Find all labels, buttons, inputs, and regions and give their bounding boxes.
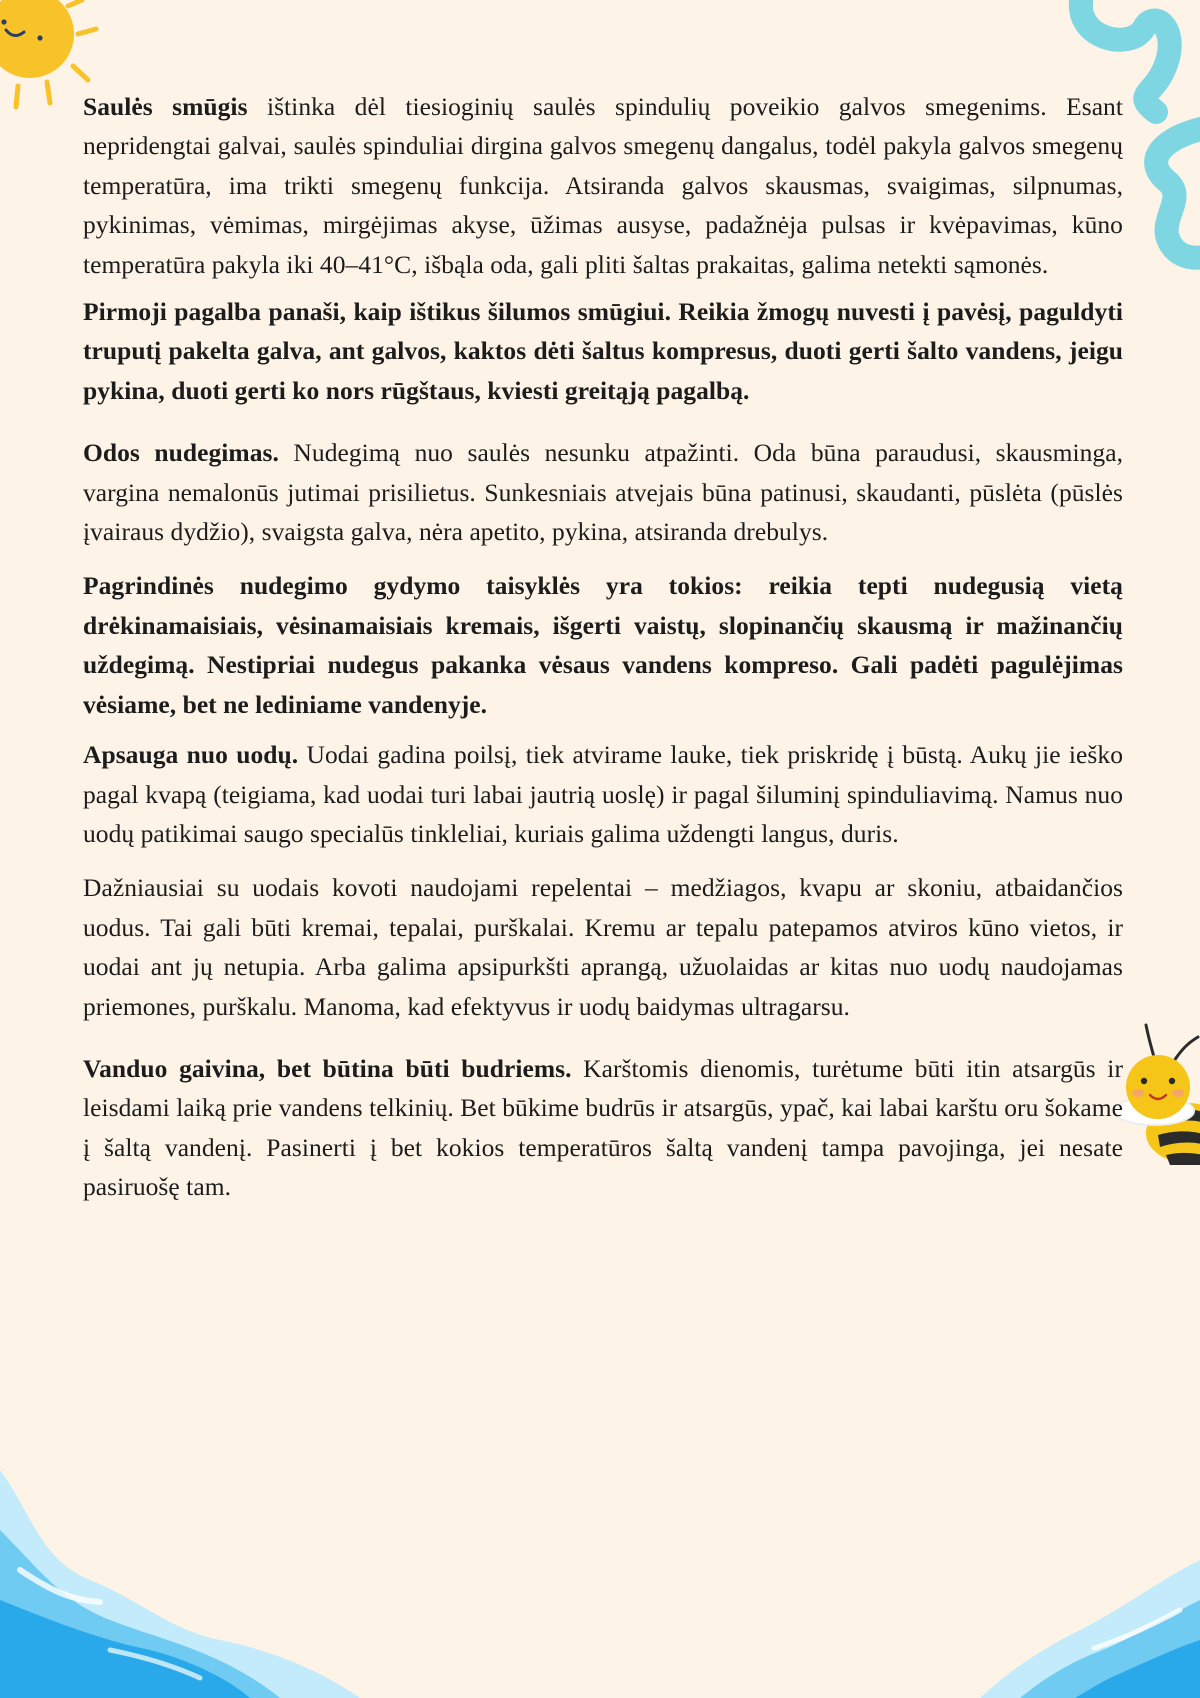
paragraph-lead: Saulės smūgis xyxy=(83,92,248,121)
paragraph-text: Pagrindinės nudegimo gydymo taisyklės yra tokios: reikia tepti nudegusią vietą drėkinamaisiais, vėsinamaisiais kremais, išgerti vaistų, slopinančių skausmą ir mažinančių uždegimą. Nestipriai nudegus pakanka vėsaus vandens kompreso. Gali padėti pagulėjimas vėsiame, bet ne lediniame vandenyje. xyxy=(83,571,1123,719)
paragraph-text: Pirmoji pagalba panaši, kaip ištikus šilumos smūgiui. Reikia žmogų nuvesti į pavėsį, paguldyti truputį pakelta galva, ant galvos, kaktos dėti šaltus kompresus, duoti gerti šalto vandens, jeigu pykina, duoti gerti ko nors rūgštaus, kviesti greitąją pagalbą. xyxy=(83,297,1123,405)
paragraph-sunburn-treatment xyxy=(83,566,1123,724)
paragraph-text: Karštomis dienomis, turėtume būti itin atsargūs ir leisdami laiką prie vandens telkinių. Bet būkime budrūs ir atsargūs, ypač, kai labai karštu oru šokame į šaltą vandenį. Pasinerti į bet kokios temperatūros šaltą vandenį tampa pavojinga, jei nesate pasiruošę tam. xyxy=(83,1053,1123,1202)
paragraph-text: Nudegimą nuo saulės nesunku atpažinti. Oda būna paraudusi, skausminga, vargina nemalonūs jutimai prisilietus. Sunkesniais atvejais būna patinusi, skaudanti, pūslėta (pūslės įvairaus dydžio), svaigsta galva, nėra apetito, pykina, atsiranda drebulys. xyxy=(83,438,1123,547)
water-wave-decoration xyxy=(0,1450,1200,1698)
paragraph-lead: Apsauga nuo uodų. xyxy=(83,740,299,770)
paragraph-first-aid xyxy=(83,292,1123,410)
paragraph-text: Dažniausiai su uodais kovoti naudojami repelentai – medžiagos, kvapu ar skoniu, atbaidančios uodus. Tai gali būti kremai, tepalai, purškalai. Kremu ar tepalu patepamos atviros kūno vietos, ir uodai ant jų netupia. Arba galima apsipurkšti aprangą, užuolaidas ar kitas nuo uodų naudojamas priemones, purškalu. Manoma, kad efektyvus ir uodų baidymas ultragarsu. xyxy=(83,873,1123,1021)
paragraph-text: ištinka dėl tiesioginių saulės spindulių poveikio galvos smegenims. Esant nepridengtai galvai, saulės spinduliai dirgina galvos smegenų dangalus, todėl pakyla galvos smegenų temperatūra, ima trikti smegenų funkcija. Atsiranda galvos skausmas, svaigimas, silpnumas, pykinimas, vėmimas, mirgėjimas akyse, ūžimas ausyse, padažnėja pulsas ir kvėpavimas, kūno temperatūra pakyla iki 40–41°C, išbąla oda, gali pliti šaltas prakaitas, galima netekti sąmonės. xyxy=(83,92,1123,279)
paragraph-lead: Odos nudegimas. xyxy=(83,438,279,468)
paragraph-water-safety xyxy=(83,1049,1123,1207)
bee-icon xyxy=(1110,1015,1200,1165)
paragraph-text: Uodai gadina poilsį, tiek atvirame lauke, tiek priskridę į būstą. Aukų jie ieško pagal kvapą (teigiama, kad uodai turi labai jautrią uoslę) ir pagal šiluminį spinduliavimą. Namus nuo uodų patikimai saugo specialūs tinkleliai, kuriais galima uždengti langus, duris. xyxy=(83,740,1123,848)
paragraph-repellents xyxy=(83,868,1123,1026)
paragraph-lead: Vanduo gaivina, bet būtina būti budriems. xyxy=(83,1053,572,1083)
article-body xyxy=(83,87,1123,1207)
paragraph-heatstroke xyxy=(83,87,1123,284)
paragraph-sunburn xyxy=(83,433,1123,551)
paragraph-mosquito-protection xyxy=(83,735,1123,853)
